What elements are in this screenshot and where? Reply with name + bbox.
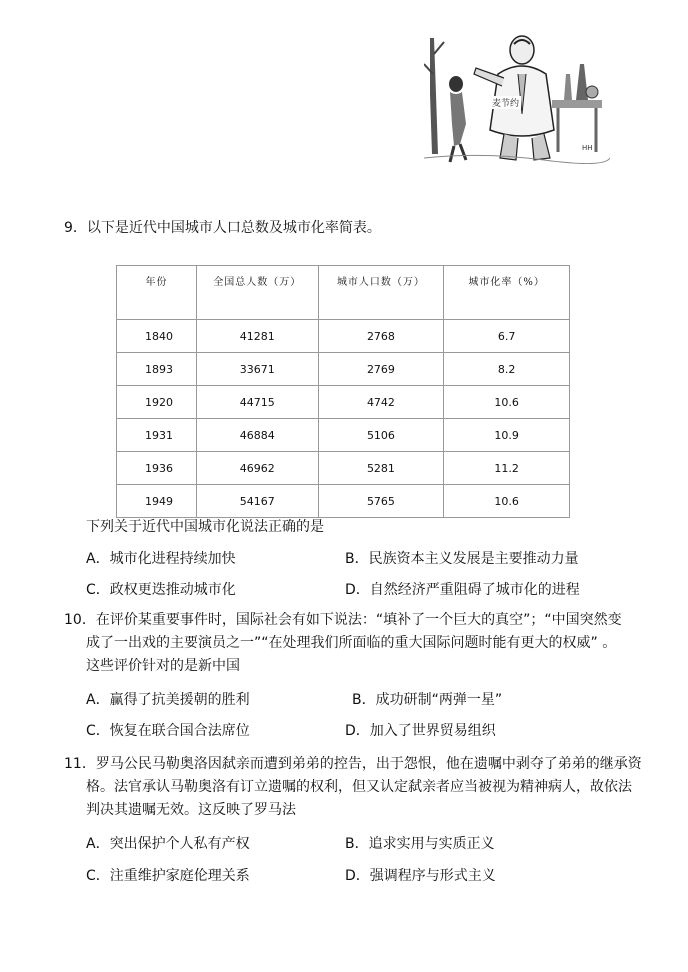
cell-rate: 8.2 [444, 353, 570, 386]
cell-year: 1893 [117, 353, 197, 386]
q11-stem-line2: 格。法官承认马勒奥洛有订立遗嘱的权利，但又认定弑亲者应当被视为精神病人，故依法 [86, 779, 632, 795]
q9-option-a[interactable]: A．城市化进程持续加快 [86, 551, 236, 567]
q9-option-d[interactable]: D．自然经济严重阻碍了城市化的进程 [345, 582, 580, 598]
cell-rate: 10.6 [444, 386, 570, 419]
cell-rate: 10.6 [444, 485, 570, 518]
q10-option-d[interactable]: D．加入了世界贸易组织 [345, 723, 496, 739]
table-header-row [117, 266, 570, 320]
header-total-pop: 全国总人数（万） [196, 266, 318, 320]
q11-option-d[interactable]: D．强调程序与形式主义 [345, 868, 496, 884]
q9-option-b[interactable]: B．民族资本主义发展是主要推动力量 [345, 551, 579, 567]
cell-year: 1920 [117, 386, 197, 419]
q10-stem-line2: 成了一出戏的主要演员之一”“在处理我们所面临的重大国际问题时能有更大的权威” 。 [86, 635, 617, 651]
q10-option-c[interactable]: C．恢复在联合国合法席位 [86, 723, 250, 739]
cell-urban: 5106 [318, 419, 444, 452]
q9-stem: 9．以下是近代中国城市人口总数及城市化率简表。 [64, 220, 381, 236]
q9-option-c[interactable]: C．政权更迭推动城市化 [86, 582, 236, 598]
cell-rate: 11.2 [444, 452, 570, 485]
header-year: 年份 [117, 266, 197, 320]
q11-stem-line3: 判决其遗嘱无效。这反映了罗马法 [86, 802, 296, 818]
cartoon-label: 麦节约 [490, 96, 521, 109]
table-row [117, 320, 570, 353]
q11-option-a[interactable]: A．突出保护个人私有产权 [86, 836, 250, 852]
q11-option-c[interactable]: C．注重维护家庭伦理关系 [86, 868, 250, 884]
population-table [116, 265, 570, 518]
cell-total: 46884 [196, 419, 318, 452]
cell-total: 44715 [196, 386, 318, 419]
cartoon-signature: HH [582, 144, 593, 152]
table-row [117, 485, 570, 518]
header-urbanization-rate: 城市化率（%） [444, 266, 570, 320]
cell-total: 33671 [196, 353, 318, 386]
cell-year: 1936 [117, 452, 197, 485]
q10-stem-line3: 这些评价针对的是新中国 [86, 658, 240, 674]
cell-total: 46962 [196, 452, 318, 485]
cell-year: 1949 [117, 485, 197, 518]
cell-urban: 5765 [318, 485, 444, 518]
header-urban-pop: 城市人口数（万） [318, 266, 444, 320]
q11-stem-line1: 11．罗马公民马勒奥洛因弑亲而遭到弟弟的控告，出于怨恨，他在遗嘱中剥夺了弟弟的继承资 [64, 756, 642, 772]
cell-total: 54167 [196, 485, 318, 518]
q10-stem-line1: 10．在评价某重要事件时，国际社会有如下说法：“填补了一个巨大的真空”；“中国突然变 [64, 612, 622, 628]
table-row [117, 419, 570, 452]
cell-rate: 10.9 [444, 419, 570, 452]
cell-rate: 6.7 [444, 320, 570, 353]
table-row [117, 452, 570, 485]
cell-year: 1931 [117, 419, 197, 452]
cell-urban: 4742 [318, 386, 444, 419]
table-row [117, 353, 570, 386]
cell-year: 1840 [117, 320, 197, 353]
cell-urban: 2768 [318, 320, 444, 353]
q10-option-a[interactable]: A．赢得了抗美援朝的胜利 [86, 692, 250, 708]
table-row [117, 386, 570, 419]
q10-option-b[interactable]: B．成功研制“两弹一星” [352, 692, 503, 708]
cell-urban: 5281 [318, 452, 444, 485]
cell-total: 41281 [196, 320, 318, 353]
cell-urban: 2769 [318, 353, 444, 386]
q11-option-b[interactable]: B．追求实用与实质正义 [345, 836, 495, 852]
q9-question: 下列关于近代中国城市化说法正确的是 [86, 519, 324, 535]
